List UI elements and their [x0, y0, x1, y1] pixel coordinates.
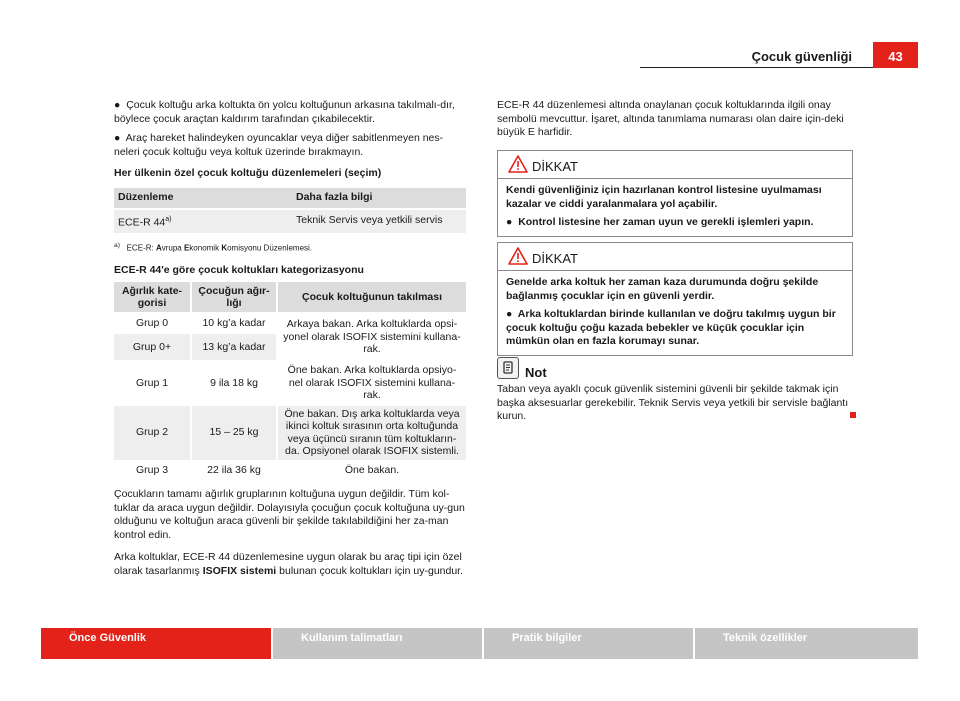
warning-bullet: ● Arka koltuklardan birinde kullanılan ve doğru takılmış uygun bir çocuk koltuğu çoğu kazada bebekler ve küçük çocuklar için mümkün olan en fazla korumayı sunar. — [506, 308, 836, 347]
section-heading: ECE-R 44'e göre çocuk koltukları kategorizasyonu — [114, 263, 364, 276]
page-title: Çocuk güvenliği — [751, 49, 852, 64]
table-cell: Öne bakan. — [277, 461, 466, 479]
bullet-item: ● Araç hareket halindeyken oyuncaklar veya diğer sabitlenmeyen nes-neleri çocuk koltuğu veya koltuk üzerinde bırakmayın. — [114, 132, 444, 158]
table-row — [114, 405, 466, 461]
note-text: Taban veya ayaklı çocuk güvenlik sistemini güvenli bir şekilde takmak için başka aksesuarlar gerekebilir. Teknik Servis veya yetkili bir servisle bağlantı kurun. — [497, 383, 849, 422]
table-cell: Öne bakan. Dış arka koltuklarda veya ikinci koltuk sırasının orta koltuğunda veya üçüncü sıranın tüm koltukların-da. Opsiyonel olarak ISOFIX sistemli. — [277, 405, 466, 461]
end-of-section-marker — [850, 412, 856, 418]
left-column — [114, 99, 466, 584]
paragraph: Çocukların tamamı ağırlık gruplarının koltuğuna uygun değildir. Tüm kol-tuklar da araca uygun değildir. Dolayısıyla çocuğun çocuk koltuğuna uy-gun olduğunu ve koltuğun araca güvenli bir şekilde takılabildiğini her za-man kontrol edin. — [114, 488, 465, 541]
table-cell: ECE-R 44$^{a)}$ — [114, 209, 292, 233]
tab-operating-instructions[interactable]: Kullanım talimatları — [273, 628, 482, 659]
table-header: Ağırlık kate-gorisi — [114, 282, 191, 313]
footnote: $^{a)}$ ECE-R: Avrupa Ekonomik Komisyonu Düzenlemesi. — [114, 241, 313, 253]
warning-bullet: ● Kontrol listesine her zaman uyun ve gerekli işlemleri yapın. — [506, 216, 814, 228]
section-heading: Her ülkenin özel çocuk koltuğu düzenlemeleri (seçim) — [114, 167, 382, 179]
table-cell: Grup 3 — [114, 461, 191, 479]
tab-practical-tips[interactable]: Pratik bilgiler — [484, 628, 693, 659]
table-cell: 13 kg’a kadar — [191, 333, 277, 361]
warning-title: DİKKAT — [532, 251, 578, 266]
warning-triangle-icon — [508, 155, 528, 178]
table-header: Çocuğun ağır-lığı — [191, 282, 277, 313]
note-icon — [497, 357, 519, 379]
table-cell: 22 ila 36 kg — [191, 461, 277, 479]
warning-text: Genelde arka koltuk her zaman kaza durumunda doğru şekilde bağlanmış çocuklar için en güvenli yerdir. — [506, 276, 819, 302]
table-cell: 10 kg’a kadar — [191, 313, 277, 333]
table-header: Daha fazla bilgi — [292, 188, 466, 209]
table-cell: Arkaya bakan. Arka koltuklarda opsi-yonel olarak ISOFIX sistemini kullana-rak. — [277, 313, 466, 361]
warning-box — [497, 150, 853, 237]
table-cell: Teknik Servis veya yetkili servis — [292, 209, 466, 233]
table-cell: 9 ila 18 kg — [191, 361, 277, 405]
bullet-item: ● Çocuk koltuğu arka koltukta ön yolcu koltuğunun arkasına takılmalı-dır, böylece çocuk araçtan kaldırım tarafından çıkabilecektir. — [114, 99, 455, 125]
table-row — [114, 361, 466, 405]
tab-technical-specs[interactable]: Teknik özellikler — [695, 628, 918, 659]
table-row — [114, 461, 466, 479]
categories-table — [114, 282, 466, 478]
table-cell: Grup 0+ — [114, 333, 191, 361]
table-row — [114, 209, 466, 233]
table-header: Çocuk koltuğunun takılması — [277, 282, 466, 313]
warning-triangle-icon — [508, 247, 528, 270]
table-cell: Öne bakan. Arka koltuklarda opsiyo-nel olarak ISOFIX sistemini kullana-rak. — [277, 361, 466, 405]
warning-title: DİKKAT — [532, 159, 578, 174]
table-cell: Grup 0 — [114, 313, 191, 333]
bullet-text: Araç hareket halindeyken oyuncaklar veya diğer sabitlenmeyen nes-neleri çocuk koltuğu veya koltuk üzerinde bırakmayın. — [114, 132, 444, 158]
note-title: Not — [525, 365, 547, 380]
table-cell: Grup 2 — [114, 405, 191, 461]
intro-paragraph: ECE-R 44 düzenlemesi altında onaylanan çocuk koltuklarında ilgili onay sembolü mevcuttur. İşaret, altında tanımlama numarası olan daire için-deki büyük E harfidir. — [497, 99, 844, 138]
table-row — [114, 313, 466, 333]
warning-box — [497, 242, 853, 356]
paragraph: Arka koltuklar, ECE-R 44 düzenlemesine uygun olarak bu araç tipi için özel olarak tasarlanmış ISOFIX sistemi bulunan çocuk koltukları için uy-gundur. — [114, 551, 464, 577]
table-header: Düzenleme — [114, 188, 292, 209]
table-cell: 15 – 25 kg — [191, 405, 277, 461]
regulations-table — [114, 188, 466, 233]
tab-safety[interactable]: Önce Güvenlik — [41, 628, 271, 659]
table-cell: Grup 1 — [114, 361, 191, 405]
page-number: 43 — [873, 42, 918, 68]
bullet-text: Çocuk koltuğu arka koltukta ön yolcu koltuğunun arkasına takılmalı-dır, böylece çocuk araçtan kaldırım tarafından çıkabilecektir. — [114, 99, 455, 125]
warning-text: Kendi güvenliğiniz için hazırlanan kontrol listesine uyulmaması kazalar ve ciddi yaralanmalara yol açabilir. — [506, 184, 822, 210]
header-rule — [640, 67, 873, 68]
